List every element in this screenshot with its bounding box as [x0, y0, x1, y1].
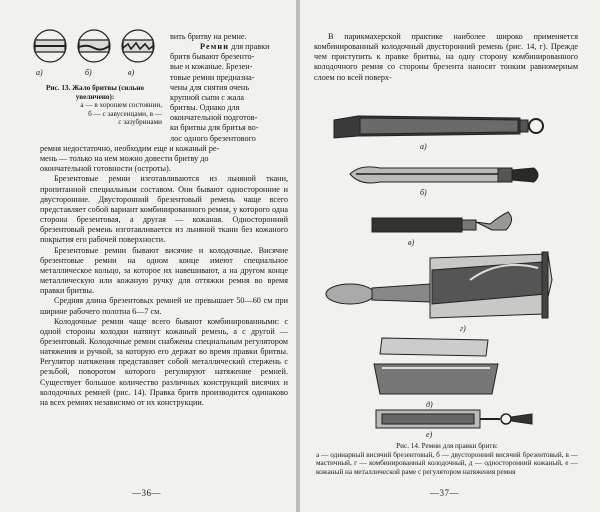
figure-14-label-e: е): [426, 430, 433, 439]
side-text-line: бритв бывают брезенто-: [170, 52, 255, 62]
figure-13: [30, 28, 160, 80]
side-text-column: [170, 32, 288, 144]
figure-13-caption-line: б — с завусенцами, в —: [88, 109, 162, 118]
figure-13-label-v: в): [128, 68, 135, 77]
figure-14-caption-body: а — одинарный висячий брезентовый, б — двусторонний висячий брезентовый, в — мастичный, г — комбинированный колодочный, д — односторонний кожаный, е — кожаный на металлической раме с регулятором натяжения ремня: [316, 450, 578, 476]
figure-14: [320, 108, 590, 438]
figure-14-label-g: г): [460, 324, 466, 333]
page-number-left: —36—: [132, 488, 161, 498]
side-text-line: ки бритвы для бритья во-: [170, 123, 259, 133]
figure-13-label-b: б): [85, 68, 92, 77]
side-text-line: окончательной подготов-: [170, 113, 258, 123]
page-number-right: —37—: [430, 488, 459, 498]
figure-14-caption-title: Рис. 14. Ремни для правки бритв:: [396, 442, 498, 450]
figure-13-caption-line: с зазубринами: [118, 118, 162, 127]
side-text-line: чены для снятия очень: [170, 82, 250, 92]
razor-edge-good: [34, 30, 66, 62]
figure-13-drawing: [30, 28, 160, 68]
strop-b-double-canvas: [350, 167, 538, 183]
figure-14-label-b: б): [420, 188, 427, 197]
side-term: Ремни: [200, 42, 230, 52]
figure-13-label-a: а): [36, 68, 43, 77]
left-body-text: [40, 144, 288, 408]
body-line: ремня недостаточно, необходим еще и кожаный ре-: [40, 144, 220, 153]
figure-13-caption-line: а — в хорошем состоянии,: [80, 101, 162, 110]
strop-d-leather: [374, 338, 498, 394]
side-text-line: для правки: [231, 42, 270, 52]
paragraph: Брезентовые ремни изготавливаются из льняной ткани, пропитанной специальным составом. Они бывают односторонние и двусторонние. Двусторонний брезентовый ремень чаще всего представляет собой вариант комбинированного ремня, у которого одна сторона брезентовая, а другая — кожаная. Односторонний брезентовый ремень изготавливается из льняной ткани без кожаного покрытия его рабочей поверхности.: [40, 174, 288, 245]
side-text-line-with-term: [170, 42, 288, 52]
side-text-line: вить бритву на ремне.: [170, 32, 247, 41]
strop-v-paste: [372, 212, 512, 232]
paragraph: Колодочные ремни чаще всего бывают комбинированными: с одной стороны колодки натянут кожаный ремень, а с другой — брезентовый. Колодочные ремни снабжены специальным регулятором натяжения и ручкой, за которую его держат во время правки бритвы. Регулятор натяжения представляет собой металлический стержень с резьбой, поворотом которого регулируют натяжение ремней. Существует большое количество различных конструкций висячих и колодочных ремней (рис. 14). Правка бритв производится одинаково на всех ремнях независимо от их конструкции.: [40, 316, 288, 407]
body-line: окончательной готовности (остроты).: [40, 164, 171, 174]
strop-g-combined-block: [326, 252, 552, 318]
body-line: мень — только на нем можно довести бритву до: [40, 154, 209, 164]
figure-14-label-d: д): [426, 400, 433, 409]
right-body-text: [314, 32, 578, 83]
side-text-line: вые и кожаные. Брезен-: [170, 62, 253, 72]
strop-a-hanging-canvas: [334, 116, 543, 138]
figure-13-caption: [28, 84, 162, 127]
right-page: [300, 0, 600, 512]
strop-e-frame: [376, 410, 532, 428]
razor-edge-burred: [78, 30, 110, 62]
side-text-line: товые ремни предназна-: [170, 72, 255, 82]
figure-13-caption-title: Рис. 13. Жало бритвы (сильно увеличено):: [46, 84, 144, 101]
paragraph: Брезентовые ремни бывают висячие и колодочные. Висячие брезентовые ремни на одном конце имеют специальное металлическое кольцо, за которое их навешивают, а на другом конце металлическую или кожаную ручку для оттяжки ремня во время правки бритвы.: [40, 245, 288, 296]
figure-14-label-v: в): [408, 238, 415, 247]
paragraph: Средняя длина брезентовых ремней не превышает 50—60 см при ширине рабочего полотна 6—7 см.: [40, 296, 288, 316]
razor-edge-notched: [122, 30, 154, 62]
figure-14-label-a: а): [420, 142, 427, 151]
left-page: [0, 0, 296, 512]
figure-14-drawing: [320, 108, 590, 438]
paragraph: В парикмахерской практике наиболее широко применяется комбинированный колодочный двусторонний ремень (рис. 14, г). Прежде чем приступить к правке бритвы, на одну сторону комбинированного колодочного ремня со стороны брезента наносят тонким равномерным слоем по всей поверх-: [314, 32, 578, 82]
side-text-line: крупной сыпи с жала: [170, 92, 245, 102]
side-text-line: бритвы. Однако для: [170, 103, 240, 113]
figure-14-caption: [316, 442, 578, 476]
side-text-line: лос одного брезентового: [170, 133, 256, 143]
